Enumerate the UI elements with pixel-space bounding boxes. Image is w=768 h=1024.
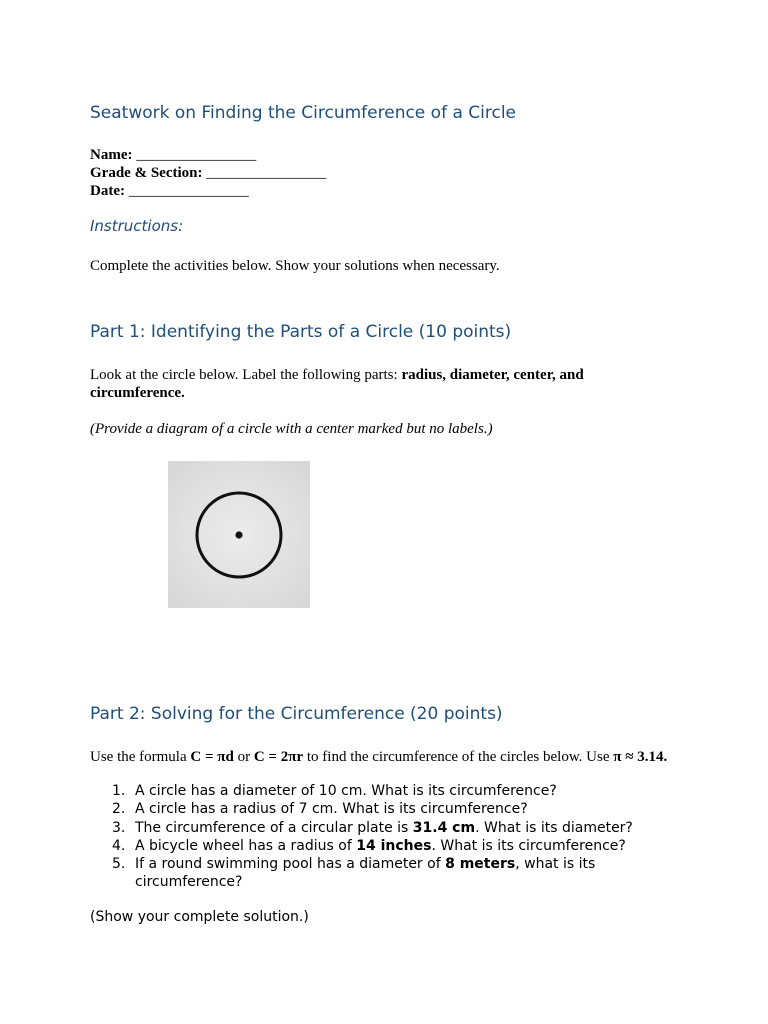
date-label: Date:: [90, 183, 125, 199]
question-text: The circumference of a circular plate is: [135, 819, 413, 836]
question-text-end: . What is its diameter?: [475, 819, 633, 836]
part2-instructions: [90, 748, 667, 766]
question-bold: 14 inches: [356, 837, 432, 854]
question-number: 1.: [112, 783, 126, 799]
question-text: A circle has a diameter of 10 cm. What is its circumference?: [135, 783, 557, 799]
instructions-text: Complete the activities below. Show your solutions when necessary.: [90, 258, 500, 274]
list-item: [90, 819, 690, 837]
grade-section-label: Grade & Section:: [90, 165, 203, 181]
student-info-fields: [90, 146, 326, 200]
question-text-end: . What is its circumference?: [431, 837, 626, 854]
part2-heading: Part 2: Solving for the Circumference (20 points): [90, 704, 503, 724]
question-text: If a round swimming pool has a diameter of: [135, 856, 446, 873]
question-text-end: , what is its circumference?: [135, 856, 596, 891]
grade-section-blank: ________________: [206, 165, 327, 181]
pi-approximation: π ≈ 3.14.: [613, 749, 668, 765]
name-blank: ________________: [136, 147, 257, 163]
page-title: Seatwork on Finding the Circumference of a Circle: [90, 103, 517, 123]
formula-text-a: Use the formula: [90, 749, 191, 765]
formula-diameter: C = πd: [190, 749, 234, 765]
center-point: [235, 531, 242, 538]
part1-instructions: [90, 366, 650, 402]
list-item: [90, 782, 690, 800]
question-bold: 8 meters: [445, 856, 516, 873]
grade-section-field: [90, 164, 326, 182]
list-item: [90, 855, 690, 892]
date-blank: ________________: [128, 183, 249, 199]
name-field: [90, 146, 326, 164]
part1-heading: Part 1: Identifying the Parts of a Circle (10 points): [90, 322, 512, 342]
question-text: A circle has a radius of 7 cm. What is its circumference?: [135, 801, 528, 818]
instructions-heading: Instructions:: [90, 217, 184, 235]
date-field: [90, 182, 326, 200]
formula-radius: C = 2πr: [253, 749, 304, 765]
part1-text-bold: radius, diameter, center, and circumference.: [90, 367, 584, 401]
question-number: 5.: [112, 856, 126, 873]
question-bold: 31.4 cm: [412, 819, 476, 836]
part1-text-plain: Look at the circle below. Label the following parts:: [90, 367, 402, 383]
question-number: 2.: [112, 801, 126, 818]
question-text: A bicycle wheel has a radius of: [135, 837, 357, 854]
formula-text-e: to find the circumference of the circles below. Use: [303, 749, 614, 765]
closing-note: (Show your complete solution.): [90, 909, 309, 925]
question-list: [90, 782, 690, 892]
part1-note: (Provide a diagram of a circle with a center marked but no labels.): [90, 421, 493, 437]
name-label: Name:: [90, 147, 133, 163]
question-number: 3.: [112, 819, 126, 836]
formula-text-or: or: [233, 749, 254, 765]
list-item: [90, 800, 690, 818]
list-item: [90, 837, 690, 855]
question-number: 4.: [112, 837, 126, 854]
circle-diagram: [168, 461, 310, 608]
